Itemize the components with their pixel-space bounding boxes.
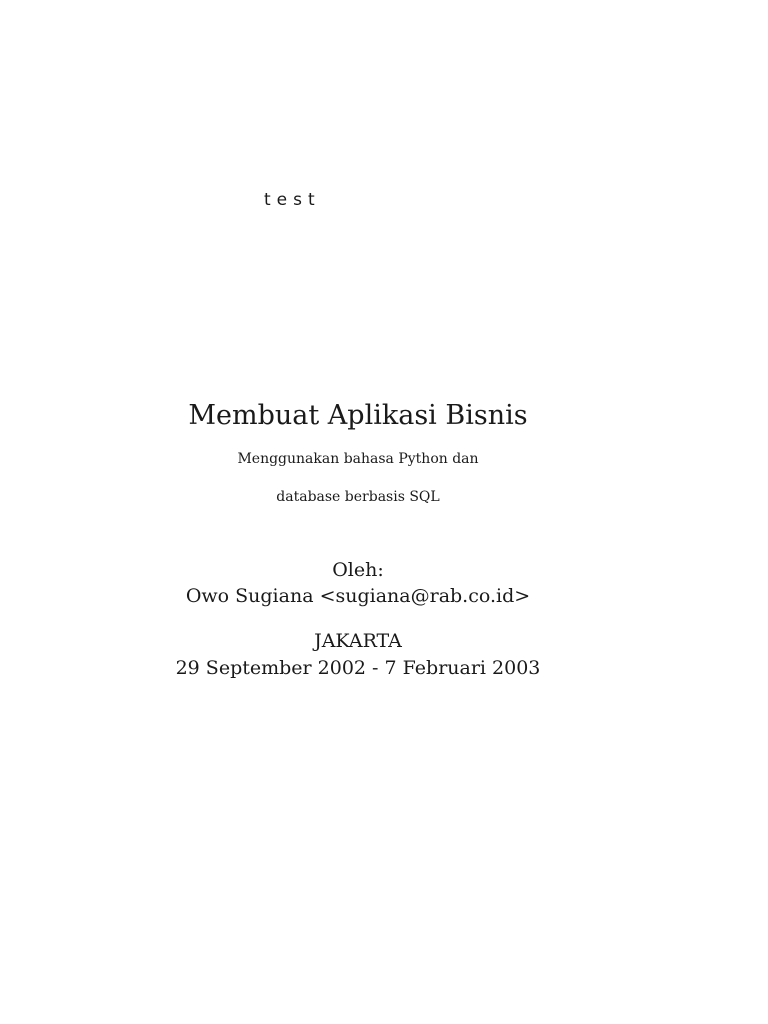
author-by-label: Oleh:	[332, 559, 384, 581]
date-range: 29 September 2002 - 7 Februari 2003	[175, 657, 541, 679]
city-label: JAKARTA	[314, 630, 402, 652]
document-subtitle-line-1: Menggunakan bahasa Python dan	[237, 451, 479, 467]
document-subtitle-line-2: database berbasis SQL	[276, 489, 440, 505]
author-name-email: Owo Sugiana <sugiana@rab.co.id>	[185, 585, 531, 607]
test-label: test	[264, 190, 321, 210]
document-title: Membuat Aplikasi Bisnis	[188, 400, 528, 431]
